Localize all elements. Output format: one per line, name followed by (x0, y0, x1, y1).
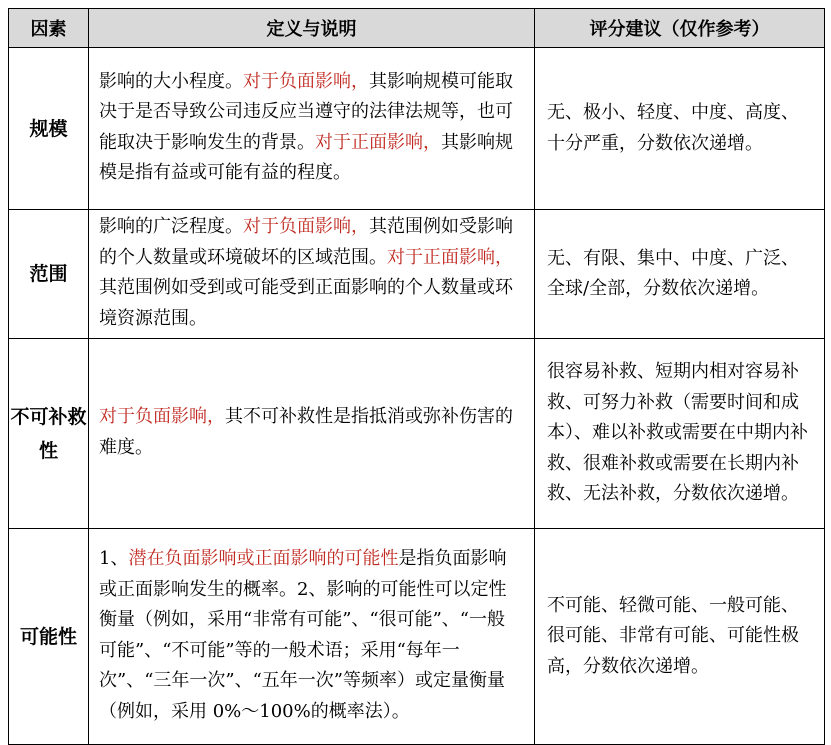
score-cell: 无、极小、轻度、中度、高度、十分严重，分数依次递增。 (535, 48, 825, 210)
row-likelihood (9, 529, 825, 745)
definition-cell (89, 339, 535, 529)
definition-text: 其范围例如受到或可能受到正面影响的个人数量或环境资源范围。 (99, 277, 513, 329)
evaluation-table (8, 8, 825, 745)
definition-text: 其影响规模是指有益或可能有益的程度。 (99, 131, 513, 183)
row-irremediability (9, 339, 825, 529)
highlight-text: 对于正面影响， (387, 246, 513, 268)
factor-cell: 范围 (9, 210, 89, 339)
header-score: 评分建议（仅作参考） (535, 9, 825, 48)
definition-text: 其不可补救性是指抵消或弥补伤害的难度。 (99, 406, 513, 458)
header-row (9, 9, 825, 48)
definition-text: 是指负面影响或正面影响发生的概率。2、影响的可能性可以定性衡量（例如，采用“非常有可能”、“很可能”、“一般可能”、“不可能”等的一般术语；采用“每年一次”、“三年一次”、“五年一次”等频率）或定量衡量（例如，采用 0%～100%的概率法）。 (99, 548, 507, 722)
definition-text: 其范围例如受影响的个人数量或环境破坏的区域范围。 (99, 216, 513, 268)
definition-text: 1、 (99, 548, 129, 569)
header-factor: 因素 (9, 9, 89, 48)
factor-cell: 规模 (9, 48, 89, 210)
score-cell: 不可能、轻微可能、一般可能、很可能、非常有可能、可能性极高，分数依次递增。 (535, 529, 825, 745)
factor-cell: 不可补救性 (9, 339, 89, 529)
definition-cell (89, 210, 535, 339)
highlight-text: 对于负面影响， (243, 70, 369, 92)
definition-text: 影响的广泛程度。 (99, 216, 243, 237)
score-cell: 很容易补救、短期内相对容易补救、可努力补救（需要时间和成本）、难以补救或需要在中期内补救、很难补救或需要在长期内补救、无法补救，分数依次递增。 (535, 339, 825, 529)
highlight-text: 对于负面影响， (243, 216, 369, 237)
row-range (9, 210, 825, 339)
definition-text: 其影响规模可能取决于是否导致公司违反应当遵守的法律法规等，也可能取决于影响发生的背景。 (99, 70, 513, 153)
definition-cell (89, 529, 535, 745)
header-definition: 定义与说明 (89, 9, 535, 48)
factor-cell: 可能性 (9, 529, 89, 745)
highlight-text: 对于负面影响， (99, 406, 225, 427)
definition-text: 影响的大小程度。 (99, 70, 243, 92)
highlight-text: 对于正面影响， (315, 131, 441, 153)
highlight-text: 潜在负面影响或正面影响的可能性 (128, 548, 399, 569)
score-cell: 无、有限、集中、中度、广泛、全球/全部，分数依次递增。 (535, 210, 825, 339)
definition-cell (89, 48, 535, 210)
row-scale (9, 48, 825, 210)
